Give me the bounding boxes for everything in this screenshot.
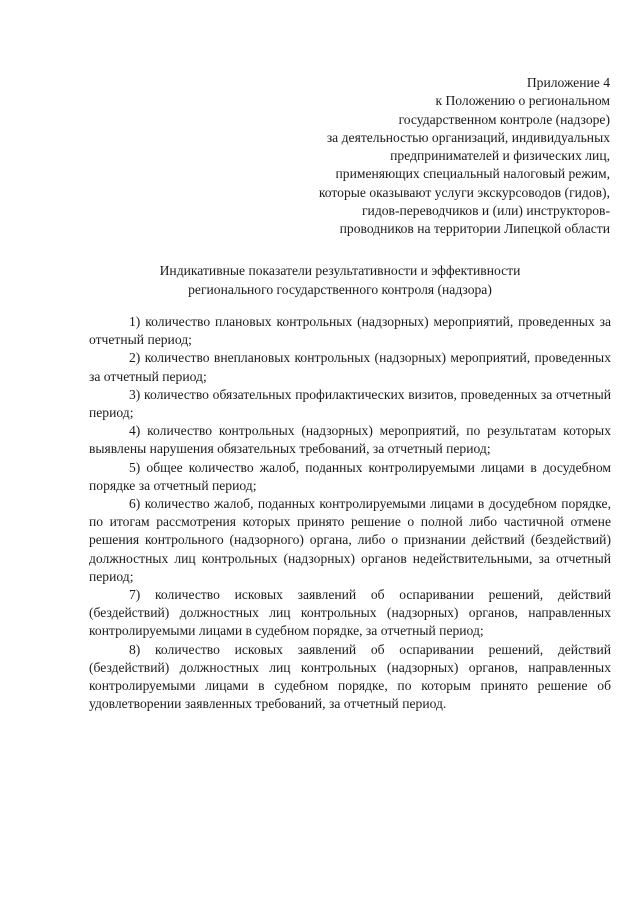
item-number: 1) <box>129 314 141 329</box>
appendix-line: проводников на территории Липецкой области <box>339 221 610 237</box>
appendix-line: за деятельностью организаций, индивидуальных <box>326 129 610 145</box>
item-number: 8) <box>129 641 141 657</box>
indicator-item <box>89 386 611 422</box>
appendix-line: к Положению о региональном <box>435 93 610 109</box>
appendix-line: государственном контроле (надзоре) <box>398 111 610 127</box>
item-number: 2) <box>129 350 141 366</box>
appendix-line: которые оказывают услуги экскурсоводов (гидов), <box>318 184 610 200</box>
item-text: количество жалоб, поданных контролируемыми лицами в досудебном порядке, по итогам рассмотрения которых принято решение о полной либо частичной отмене решения контрольного (надзорного) органа, либо о признании действий (бездействий) должностных лиц контрольных (надзорных) органов недействительными, за отчетный период; <box>89 496 611 584</box>
indicator-item <box>89 459 611 495</box>
appendix-header <box>250 74 610 239</box>
item-text: количество плановых контрольных (надзорных) мероприятий, проведенных за отчетный период; <box>89 314 611 348</box>
indicator-list <box>89 313 611 713</box>
item-text: количество исковых заявлений об оспаривании решений, действий (бездействий) должностных лиц контрольных (надзорных) органов, направленных контролируемыми лицами в судебном порядке, за отчетный период; <box>89 587 611 639</box>
title-line: Индикативные показатели результативности и эффективности <box>159 263 521 278</box>
item-text: количество контрольных (надзорных) мероприятий, по результатам которых выявлены нарушения обязательных требований, за отчетный период; <box>89 423 611 457</box>
indicator-item <box>89 349 611 385</box>
appendix-line: предпринимателей и физических лиц, <box>390 148 610 164</box>
indicator-item <box>89 495 611 586</box>
item-text: количество внеплановых контрольных (надзорных) мероприятий, проведенных за отчетный период; <box>89 350 611 384</box>
item-number: 7) <box>129 587 141 603</box>
item-text: общее количество жалоб, поданных контролируемыми лицами в досудебном порядке за отчетный период; <box>89 459 611 493</box>
item-number: 4) <box>129 423 141 439</box>
appendix-line: применяющих специальный налоговый режим, <box>335 166 610 182</box>
appendix-line: Приложение 4 <box>526 75 610 90</box>
appendix-line: гидов-переводчиков и (или) инструкторов- <box>361 203 610 219</box>
indicator-item <box>89 641 611 714</box>
title-line: регионального государственного контроля (надзора) <box>188 281 492 297</box>
indicator-item <box>89 586 611 641</box>
item-number: 3) <box>129 386 141 402</box>
item-number: 5) <box>129 459 141 475</box>
item-text: количество исковых заявлений об оспаривании решений, действий (бездействий) должностных лиц контрольных (надзорных) органов, направленных контролируемыми лицами в судебном порядке, по которым принято решение об удовлетворении заявленных требований, за отчетный период. <box>89 641 611 712</box>
indicator-item <box>89 422 611 458</box>
document-title <box>60 262 620 299</box>
item-text: количество обязательных профилактических визитов, проведенных за отчетный период; <box>89 386 611 421</box>
indicator-item <box>89 313 611 349</box>
item-number: 6) <box>129 496 141 512</box>
